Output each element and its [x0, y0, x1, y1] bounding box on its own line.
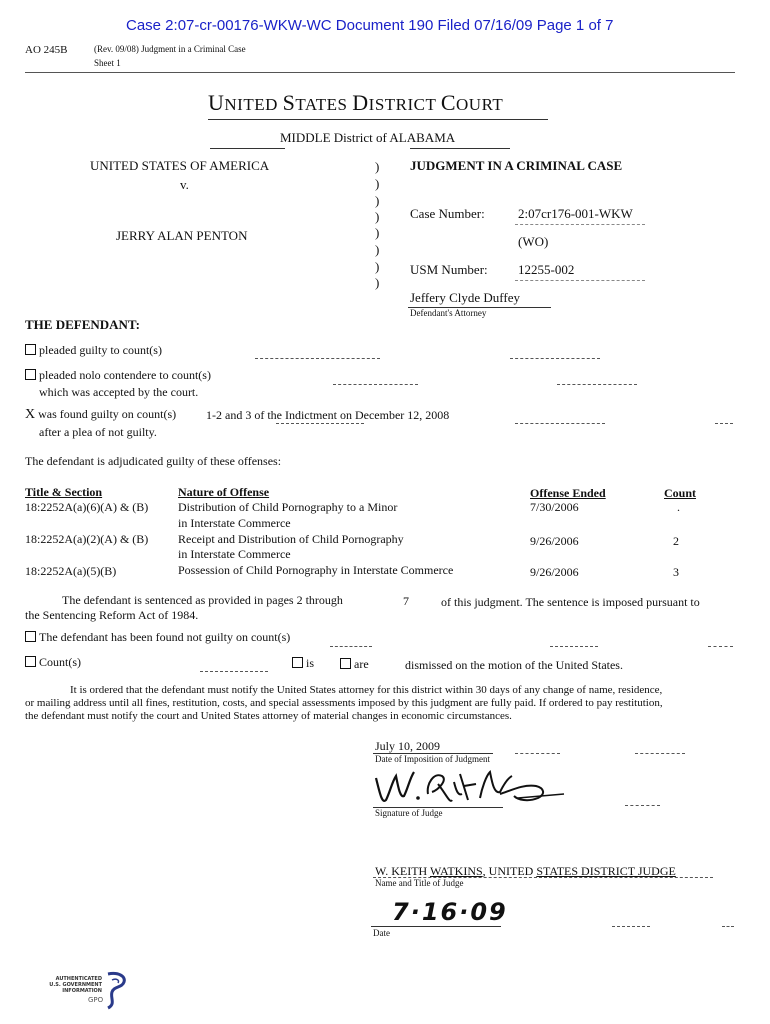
eagle-icon [102, 970, 130, 1010]
usm-label: USM Number: [410, 262, 488, 277]
found-guilty-blank-1 [276, 423, 364, 424]
imposition-date: July 10, 2009 [375, 739, 441, 753]
row2-nature1: Receipt and Distribution of Child Pornography [178, 532, 404, 546]
district-name: MIDDLE [280, 130, 331, 145]
found-guilty-counts: 1-2 and 3 of the Indictment on December 12, 2008 [206, 408, 450, 422]
form-revision: (Rev. 09/08) Judgment in a Criminal Case [94, 44, 246, 54]
attorney-name: Jeffery Clyde Duffey [410, 290, 520, 305]
court-title-c: C [440, 90, 457, 115]
order-line2: or mailing address until all fines, restitution, costs, and special assessments imposed by this judgment are fully paid. If ordered to pay restitution, [25, 697, 663, 709]
row1-nature2: in Interstate Commerce [178, 516, 291, 530]
are-label: are [354, 657, 369, 671]
district-of: District of [333, 130, 387, 145]
not-guilty-label: The defendant has been found not guilty on count(s) [39, 630, 291, 644]
row2-nature2: in Interstate Commerce [178, 547, 291, 561]
not-guilty-blank-1 [330, 646, 372, 647]
date-blank-1 [612, 926, 650, 927]
not-guilty-line [25, 630, 290, 645]
found-guilty-line2: after a plea of not guilty. [39, 425, 157, 439]
row3-title: 18:2252A(a)(5)(B) [25, 564, 117, 578]
row1-count: . [677, 500, 680, 514]
signature-blank [625, 805, 660, 806]
judge-signature [368, 764, 568, 812]
attorney-label: Defendant's Attorney [410, 308, 487, 318]
order-line1: It is ordered that the defendant must notify the United States attorney for this district within 30 days of any change of name, residence, [70, 684, 663, 696]
date-label: Date [373, 928, 390, 938]
court-title-u: U [208, 90, 225, 115]
district-line [280, 130, 455, 146]
nolo-label: pleaded nolo contendere to count(s) [39, 368, 211, 382]
adjudicated-text: The defendant is adjudicated guilty of these offenses: [25, 454, 282, 468]
pleaded-guilty-blank-1 [255, 358, 380, 359]
defendant-name: JERRY ALAN PENTON [116, 228, 248, 243]
district-state: ALABAMA [389, 130, 456, 145]
paren-3: ) [375, 193, 380, 208]
pleaded-guilty-label: pleaded guilty to count(s) [39, 343, 162, 357]
sentence-pages: 7 [403, 594, 409, 608]
name-title-label: Name and Title of Judge [375, 878, 464, 888]
counts-blank [200, 671, 268, 672]
gpo-mark: GPO [88, 996, 104, 1004]
court-title-s: S [282, 90, 296, 115]
date-rule [371, 926, 501, 927]
form-sheet: Sheet 1 [94, 58, 121, 68]
gpo-seal-text [46, 976, 102, 994]
row3-ended: 9/26/2006 [530, 565, 579, 579]
gpo-line3: INFORMATION [62, 988, 102, 994]
usm-value: 12255-002 [518, 262, 575, 277]
dismissal-is [292, 656, 314, 671]
header-nature: Nature of Offense [178, 485, 270, 499]
pleaded-guilty-checkbox[interactable] [25, 344, 36, 355]
row3-nature1: Possession of Child Pornography in Interstate Commerce [178, 563, 454, 577]
case-stamp: Case 2:07-cr-00176-WKW-WC Document 190 Filed 07/16/09 Page 1 of 7 [126, 17, 614, 34]
gpo-line2: U.S. GOVERNMENT [49, 982, 102, 988]
found-guilty-label: was found guilty on count(s) [38, 407, 177, 421]
row2-ended: 9/26/2006 [530, 534, 579, 548]
row1-nature1: Distribution of Child Pornography to a Minor [178, 500, 398, 514]
sentence-text-c: the Sentencing Reform Act of 1984. [25, 608, 199, 622]
imposition-blank-1 [515, 753, 560, 754]
paren-2: ) [375, 176, 380, 191]
sentence-text-b: of this judgment. The sentence is imposed pursuant to [441, 595, 700, 609]
nolo-line1 [25, 368, 211, 383]
header-ended: Offense Ended [530, 486, 606, 500]
judge-name-first: W. KEITH [375, 864, 430, 878]
nolo-checkbox[interactable] [25, 369, 36, 380]
judge-name-last: WATKINS [430, 864, 483, 878]
dismissal-are [340, 657, 369, 672]
signature-label: Signature of Judge [375, 808, 443, 818]
court-title [208, 90, 503, 116]
paren-5: ) [375, 225, 380, 240]
found-guilty-line1 [25, 407, 176, 423]
header-count: Count [664, 486, 697, 500]
found-guilty-blank-2 [515, 423, 605, 424]
not-guilty-blank-2 [550, 646, 598, 647]
defendant-heading: THE DEFENDANT: [25, 317, 140, 332]
row2-title: 18:2252A(a)(2)(A) & (B) [25, 532, 149, 546]
case-suffix: (WO) [518, 234, 549, 249]
row1-ended: 7/30/2006 [530, 500, 579, 514]
date-blank-2 [722, 926, 734, 927]
pleaded-guilty-blank-2 [510, 358, 600, 359]
dismissal-text: dismissed on the motion of the United States. [405, 658, 623, 672]
is-checkbox[interactable] [292, 657, 303, 668]
imposition-label: Date of Imposition of Judgment [375, 754, 490, 764]
plaintiff: UNITED STATES OF AMERICA [90, 158, 270, 173]
paren-4: ) [375, 209, 380, 224]
paren-6: ) [375, 242, 380, 257]
row1-title: 18:2252A(a)(6)(A) & (B) [25, 500, 149, 514]
nolo-blank-2 [557, 384, 637, 385]
versus: v. [180, 177, 189, 192]
not-guilty-checkbox[interactable] [25, 631, 36, 642]
judge-name-title: STATES DISTRICT JUDGE [536, 864, 676, 878]
district-rule-right [410, 148, 510, 149]
case-number-label: Case Number: [410, 206, 485, 221]
row3-count: 3 [673, 565, 679, 579]
pleaded-guilty [25, 343, 162, 358]
paren-8: ) [375, 275, 380, 290]
sentence-text-a: The defendant is sentenced as provided in pages 2 through [62, 593, 343, 607]
dismissal-counts [25, 655, 81, 670]
is-label: is [306, 656, 315, 670]
district-rule-left [210, 148, 285, 149]
nolo-line2: which was accepted by the court. [39, 385, 199, 399]
not-guilty-blank-3 [708, 646, 733, 647]
usm-rule [515, 280, 645, 281]
nolo-blank-1 [333, 384, 418, 385]
imposition-blank-2 [635, 753, 685, 754]
judgment-title: JUDGMENT IN A CRIMINAL CASE [410, 158, 623, 173]
paren-7: ) [375, 259, 380, 274]
gpo-seal [42, 970, 132, 1012]
order-line3: the defendant must notify the court and United States attorney of material changes in economic circumstances. [25, 710, 512, 722]
case-number-value: 2:07cr176-001-WKW [518, 206, 633, 221]
court-title-nited: NITED [224, 95, 283, 114]
court-title-d: D [352, 90, 369, 115]
found-guilty-mark: X [25, 407, 36, 422]
court-title-rule [208, 119, 548, 120]
handwritten-date: 7·16·09 [392, 898, 508, 926]
paren-1: ) [375, 159, 380, 174]
court-title-istrict: ISTRICT [368, 95, 441, 114]
counts-label: Count(s) [39, 655, 81, 669]
form-number: AO 245B [25, 44, 68, 56]
header-rule [25, 72, 735, 73]
judge-name-united: , UNITED [482, 864, 537, 878]
court-title-tates: TATES [295, 95, 353, 114]
row2-count: 2 [673, 534, 679, 548]
case-number-rule [515, 224, 645, 225]
court-title-ourt: OURT [456, 95, 504, 114]
are-checkbox[interactable] [340, 658, 351, 669]
counts-checkbox[interactable] [25, 656, 36, 667]
header-title-section: Title & Section [25, 485, 103, 499]
found-guilty-blank-3 [715, 423, 733, 424]
gpo-line1: AUTHENTICATED [55, 976, 102, 982]
